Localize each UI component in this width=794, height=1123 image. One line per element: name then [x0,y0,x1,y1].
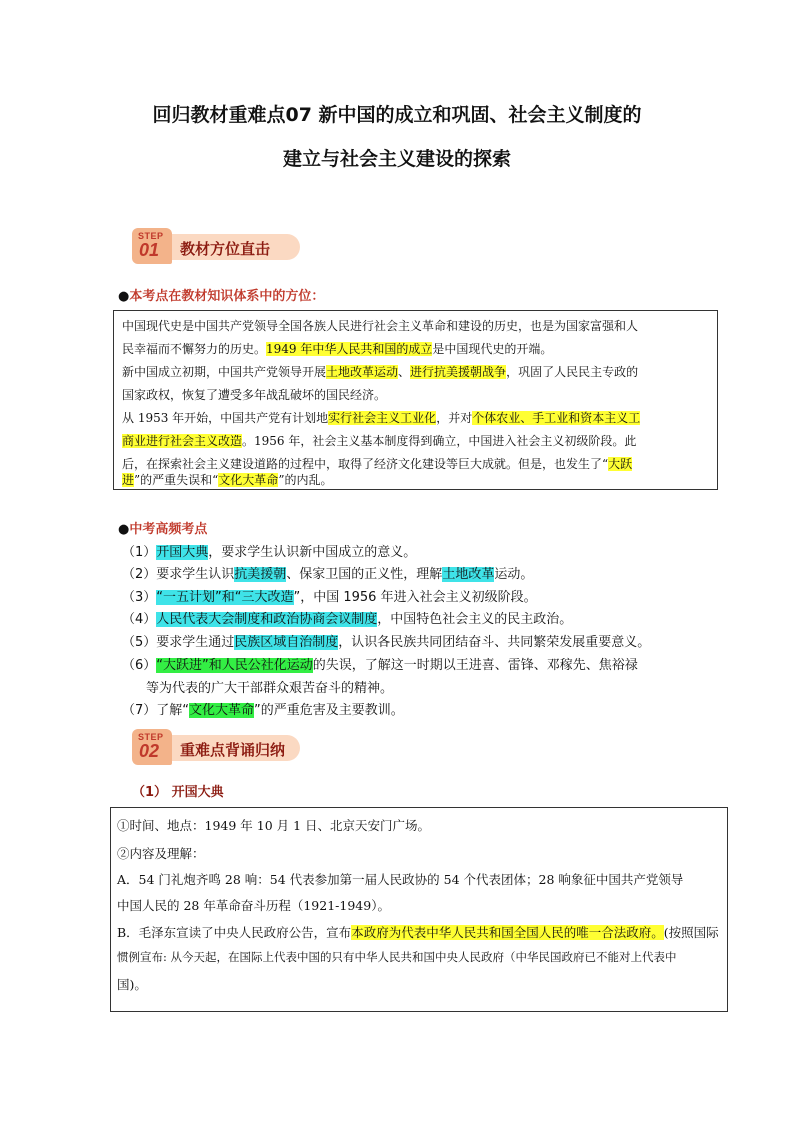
box2-line7: 国)。 [117,977,147,992]
box1-line7: 后，在探索社会主义建设道路的过程中，取得了经济文化建设等巨大成就。但是，也发生了“大跃 [122,457,633,471]
highlight-industrialization: 实行社会主义工业化 [328,411,437,425]
step-01-number: 01 [139,240,160,260]
box1-line8: 进”的严重失误和“文化大革命”的内乱。 [122,473,333,487]
key-point-1: （1）开国大典，要求学生认识新中国成立的意义。 [122,545,417,560]
step-02-badge [132,729,300,765]
box2-line1: ①时间、地点：1949 年 10 月 1 日、北京天安门广场。 [117,818,431,833]
step-01-badge [132,228,300,264]
box2-line3: A．54 门礼炮齐鸣 28 响：54 代表参加第一届人民政协的 54 个代表团体；28 响象征中国共产党领导 [117,872,684,887]
box1-line3: 新中国成立初期，中国共产党领导开展土地改革运动、进行抗美援朝战争，巩固了人民民主专政的 [122,365,639,379]
key-point-2: （2）要求学生认识抗美援朝、保家卫国的正义性，理解土地改革运动。 [122,567,534,582]
key-point-6: （6）“大跃进”和人民公社化运动的失误，了解这一时期以王进喜、雷锋、邓稼先、焦裕禄 [122,658,638,673]
highlight-great-leap-1: 大跃 [608,457,633,471]
step-01-label: 教材方位直击 [180,240,271,258]
section2-heading-text: 中考高频考点 [129,522,208,537]
highlight-socialist-transform-2: 商业进行社会主义改造 [122,434,243,448]
section2-heading [118,518,207,537]
step-01-bar [166,234,300,260]
highlight-korean-war: 进行抗美援朝战争 [410,365,507,379]
page-title-line2: 建立与社会主义建设的探索 [282,148,511,170]
highlight-land-reform: 土地改革运动 [326,365,399,379]
key-point-4: （4）人民代表大会制度和政治协商会议制度，中国特色社会主义的民主政治。 [122,612,573,627]
subsection-heading: （1） 开国大典 [132,785,224,800]
step-01-tab [132,228,172,264]
key-point-5: （5）要求学生通过民族区域自治制度，认识各民族共同团结奋斗、共同繁荣发展重要意义。 [122,635,651,650]
step-01-step-text: STEP [138,231,164,241]
box1-line6: 商业进行社会主义改造。1956 年，社会主义基本制度得到确立，中国进入社会主义初级阶段。此 [122,434,637,448]
box2-line5: B．毛泽东宣读了中央人民政府公告，宣布本政府为代表中华人民共和国全国人民的唯一合法政府。(按照国际 [117,925,719,940]
section1-heading [118,285,324,304]
box1-line2: 民幸福而不懈努力的历史。1949 年中华人民共和国的成立是中国现代史的开端。 [122,342,553,356]
highlight-socialist-transform-1: 个体农业、手工业和资本主义工 [472,411,641,425]
highlight-founding: 1949 年中华人民共和国的成立 [266,342,433,356]
key-point-7: （7）了解“文化大革命”的严重危害及主要教训。 [122,703,404,718]
step-02-bar [166,735,300,761]
highlight-cultural-revolution: 文化大革命 [218,473,279,487]
textbook-position-box [113,310,718,490]
highlight-great-leap-2: 进 [122,473,135,487]
box1-line1: 中国现代史是中国共产党领导全国各族人民进行社会主义革命和建设的历史，也是为国家富强和人 [122,319,639,333]
step-02-label: 重难点背诵归纳 [180,741,286,759]
bullet-icon: ● [118,289,130,304]
box2-line4: 中国人民的 28 年革命奋斗历程（1921-1949）。 [117,898,390,913]
key-point-6-cont: 等为代表的广大干部群众艰苦奋斗的精神。 [146,681,394,696]
section1-heading-text: 本考点在教材知识体系中的方位： [129,289,325,304]
highlight-legal-government: 本政府为代表中华人民共和国全国人民的唯一合法政府。 [351,925,664,940]
founding-ceremony-box [110,807,728,1012]
bullet-icon: ● [118,522,130,537]
page-title-line1: 回归教材重难点07 新中国的成立和巩固、社会主义制度的 [152,104,642,126]
box1-line4: 国家政权，恢复了遭受多年战乱破坏的国民经济。 [122,388,387,402]
step-02-tab [132,729,172,765]
step-02-number: 02 [139,741,160,761]
box2-line6: 惯例宣布: 从今天起，在国际上代表中国的只有中华人民共和国中央人民政府（中华民国政府已不能对上代表中 [117,950,677,964]
box2-line2: ②内容及理解： [117,846,205,861]
key-point-3: （3）“一五计划”和“三大改造”，中国 1956 年进入社会主义初级阶段。 [122,590,537,605]
step-02-step-text: STEP [138,732,164,742]
box1-line5: 从 1953 年开始，中国共产党有计划地实行社会主义工业化，并对个体农业、手工业和资本主义工 [122,411,641,425]
